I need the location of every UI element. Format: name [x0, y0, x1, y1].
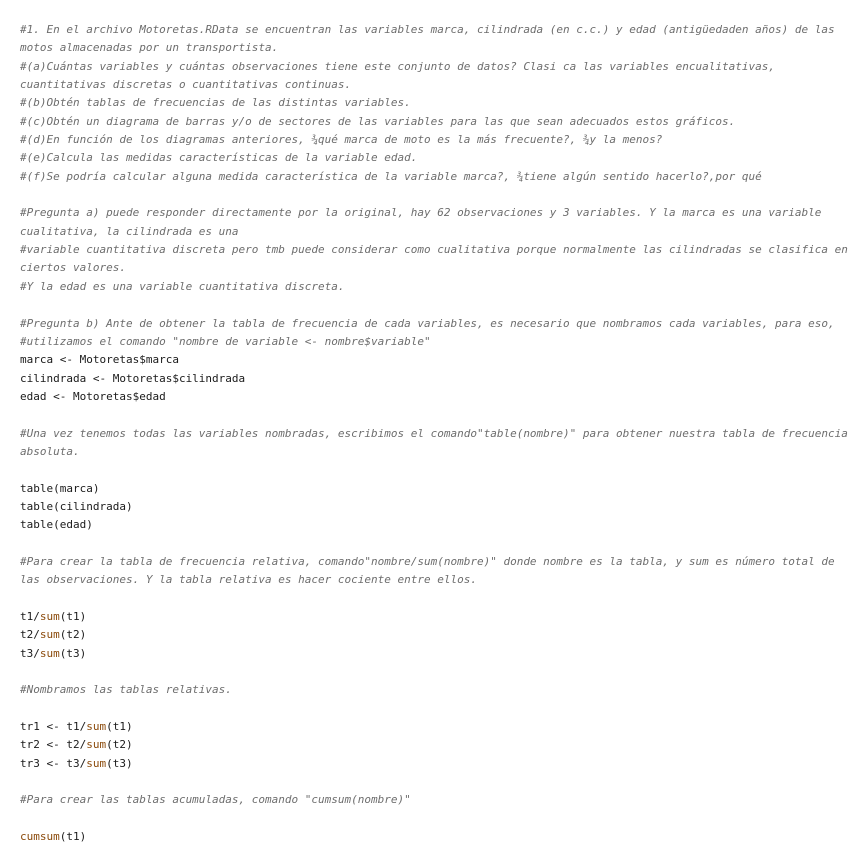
comment-line: #(f)Se podría calcular alguna medida característica de la variable marca?, ¾tiene algún sentido hacerlo?,por qué: [20, 169, 762, 183]
code-token: table(edad): [20, 518, 93, 532]
blank-line: [20, 461, 848, 479]
comment-line: #Para crear la tabla de frecuencia relativa, comando"nombre/sum(nombre)" donde nombre es la tabla, y sum es número total de las observaciones. Y la tabla relativa es hacer cociente entre ellos.: [20, 554, 842, 587]
blank-line: [20, 186, 848, 204]
comment-line: #Para crear las tablas acumuladas, comando "cumsum(nombre)": [20, 793, 411, 807]
function-token: sum: [39, 610, 60, 623]
comment-line: #(d)En función de los diagramas anteriores, ¾qué marca de moto es la más frecuente?, ¾y la menos?: [20, 133, 663, 147]
code-token: edad <- Motoretas$edad: [20, 389, 166, 403]
code-line: [20, 718, 848, 736]
comment-line: #variable cuantitativa discreta pero tmb puede considerar como cualitativa porque normalmente las cilindradas se clasifica en ciertos valores.: [20, 243, 848, 275]
code-token: (t3): [106, 756, 133, 770]
function-token: sum: [86, 756, 107, 770]
comment-line: #Una vez tenemos todas las variables nombradas, escribimos el comando"table(nombre)" para obtener nuestra tabla de frecuencia absoluta.: [20, 426, 848, 458]
comment-line: #(e)Calcula las medidas características de la variable edad.: [20, 151, 418, 165]
code-token: (t2): [106, 738, 133, 752]
blank-line: [20, 406, 848, 424]
blank-line: [20, 535, 848, 553]
code-line: [20, 351, 848, 369]
code-token: tr2 <- t2/: [20, 738, 87, 752]
function-token: sum: [39, 628, 60, 642]
code-line: [20, 736, 848, 754]
comment-line: #Pregunta a) puede responder directamente por la original, hay 62 observaciones y 3 variables. Y la marca es una variable cualitativa, la cilindrada es una: [20, 206, 828, 238]
code-token: t2/: [20, 628, 40, 642]
code-token: tr1 <- t1/: [20, 720, 87, 734]
comment-line: #Nombramos las tablas relativas.: [20, 683, 232, 697]
code-line: [20, 828, 848, 846]
blank-line: [20, 590, 848, 608]
code-line: [20, 480, 848, 498]
code-line: [20, 516, 848, 534]
code-line: [20, 626, 848, 644]
code-token: (t1): [59, 830, 87, 844]
blank-line: [20, 663, 848, 681]
code-token: table(marca): [20, 481, 100, 495]
code-line: [20, 498, 848, 516]
comment-line: #Y la edad es una variable cuantitativa discreta.: [20, 279, 345, 293]
code-token: (t1): [106, 720, 133, 734]
blank-line: [20, 296, 848, 314]
code-token: (t3): [59, 646, 87, 660]
code-token: cilindrada <- Motoretas$cilindrada: [20, 371, 246, 385]
code-line: [20, 755, 848, 773]
comment-line: #1. En el archivo Motoretas.RData se encuentran las variables marca, cilindrada (en c.c.) y edad (antigüedaden años) de las motos almacenadas por un transportista.: [20, 23, 842, 55]
function-token: sum: [86, 738, 107, 752]
blank-line: [20, 773, 848, 791]
function-token: cumsum: [20, 830, 60, 844]
code-token: t3/: [20, 646, 40, 660]
code-line: [20, 645, 848, 663]
comment-line: #(c)Obtén un diagrama de barras y/o de sectores de las variables para las que sean adecuados estos gráficos.: [20, 114, 736, 128]
code-line: [20, 370, 848, 388]
comment-line: #(a)Cuántas variables y cuántas observaciones tiene este conjunto de datos? Clasi ca las variables encualitativas, cuantitativas discretas o cuantitativas continuas.: [20, 59, 782, 92]
comment-line: #Pregunta b) Ante de obtener la tabla de frecuencia de cada variables, es necesario que nombramos cada variables, para eso, #utilizamos el comando "nombre de variable <- nombre$variable": [20, 316, 842, 348]
code-line: [20, 388, 848, 406]
code-token: t1/: [20, 610, 40, 623]
code-token: (t2): [59, 628, 87, 642]
blank-line: [20, 810, 848, 828]
code-line: [20, 608, 848, 626]
function-token: sum: [86, 720, 107, 734]
blank-line: [20, 700, 848, 718]
code-token: tr3 <- t3/: [20, 756, 87, 770]
comment-line: #(b)Obtén tablas de frecuencias de las distintas variables.: [20, 96, 411, 110]
function-token: sum: [39, 646, 60, 660]
code-token: table(cilindrada): [20, 499, 133, 513]
code-token: (t1): [59, 610, 87, 623]
code-token: marca <- Motoretas$marca: [20, 353, 179, 367]
code-editor[interactable]: [20, 21, 848, 846]
